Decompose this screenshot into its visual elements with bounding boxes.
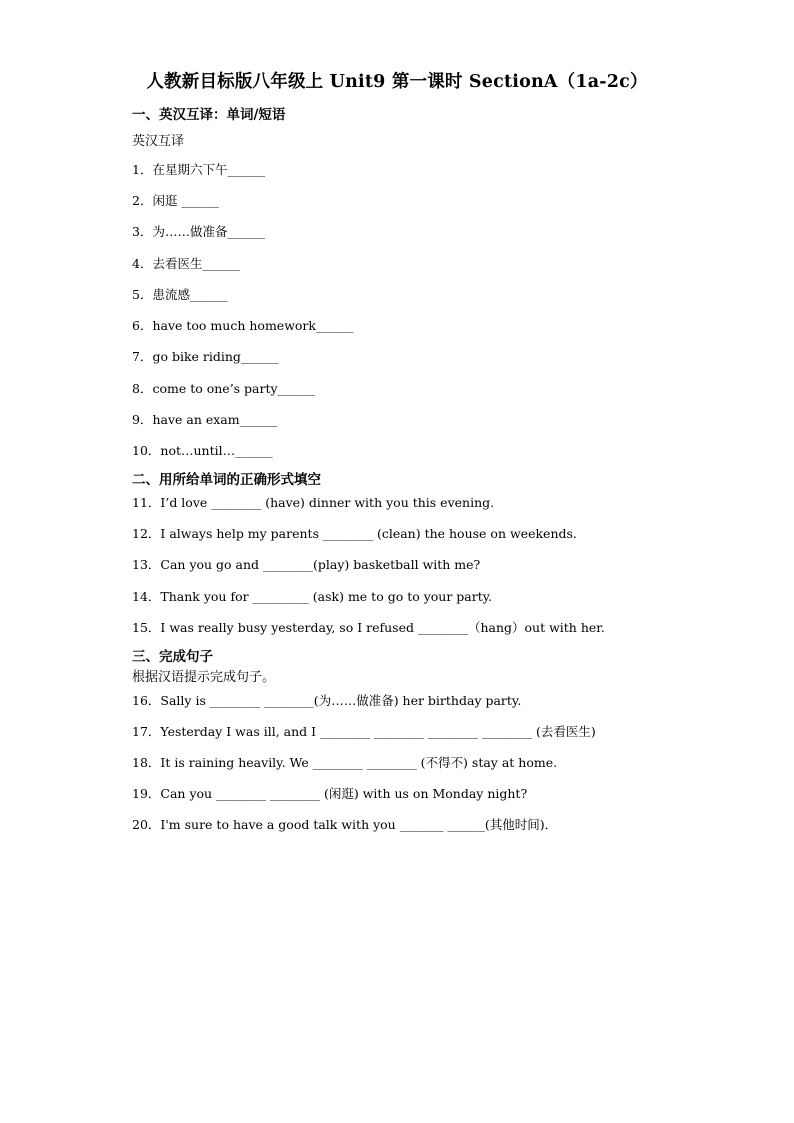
- question-item: 4．去看医生______: [132, 256, 240, 271]
- question-item: 12．I always help my parents ________ (clean) the house on weekends.: [132, 526, 577, 541]
- question-item: 2．闲逛 ______: [132, 193, 219, 208]
- section-3-heading: 三、完成句子: [132, 649, 213, 665]
- question-item: 15．I was really busy yesterday, so I refused ________（hang）out with her.: [132, 620, 605, 635]
- question-item: 11．I’d love ________ (have) dinner with you this evening.: [132, 495, 495, 510]
- question-item: 19．Can you ________ ________ (闲逛) with us on Monday night?: [132, 786, 528, 801]
- section-3-subheading: 根据汉语提示完成句子。: [132, 670, 276, 685]
- section-2-heading: 二、用所给单词的正确形式填空: [132, 472, 321, 488]
- question-item: 1．在星期六下午______: [132, 162, 265, 177]
- question-item: 9．have an exam______: [132, 412, 278, 427]
- question-item: 3．为……做准备______: [132, 224, 265, 239]
- question-item: 8．come to one’s party______: [132, 381, 316, 396]
- document-title: 人教新目标版八年级上 Unit9 第一课时 SectionA（1a-2c）: [146, 72, 648, 92]
- question-item: 10．not…until…______: [132, 443, 273, 458]
- question-item: 5．患流感______: [132, 287, 228, 302]
- question-item: 18．It is raining heavily. We ________ ________ (不得不) stay at home.: [132, 755, 558, 770]
- question-item: 7．go bike riding______: [132, 349, 279, 364]
- question-item: 14．Thank you for _________ (ask) me to go to your party.: [132, 589, 493, 604]
- question-item: 16．Sally is ________ ________(为……做准备) her birthday party.: [132, 693, 522, 708]
- section-1-heading: 一、英汉互译：单词/短语: [132, 107, 286, 123]
- section-1-subheading: 英汉互译: [132, 134, 185, 149]
- question-item: 13．Can you go and ________(play) basketball with me?: [132, 557, 481, 572]
- question-item: 20．I'm sure to have a good talk with you _______ ______(其他时间)．: [132, 817, 558, 832]
- question-item: 17．Yesterday I was ill, and I ________ ________ ________ ________ (去看医生): [132, 724, 596, 739]
- question-item: 6．have too much homework______: [132, 318, 354, 333]
